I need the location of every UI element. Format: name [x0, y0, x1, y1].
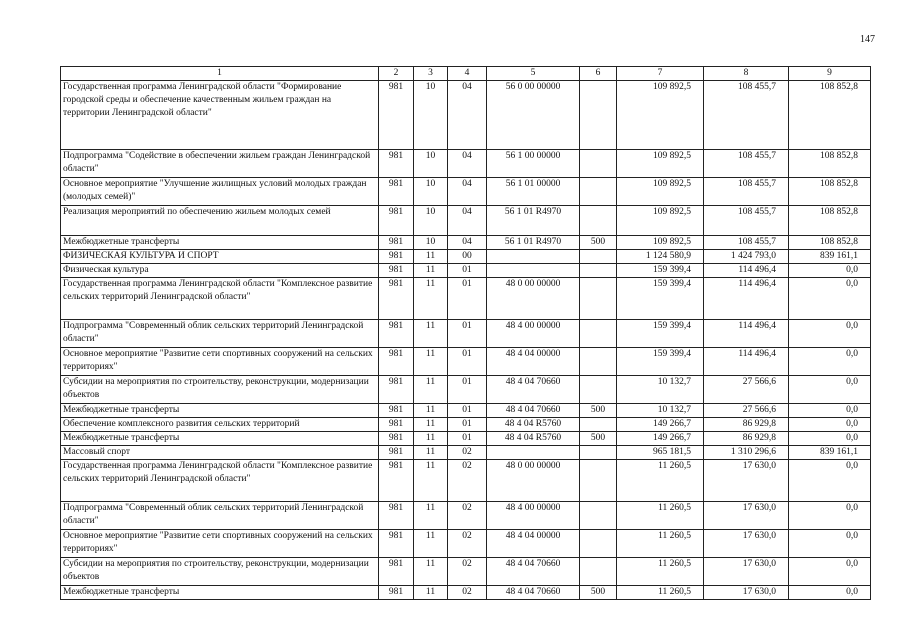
- expense-type-code: [580, 446, 617, 460]
- amount-year-1: 11 260,5: [617, 586, 704, 600]
- amount-year-2: 108 455,7: [704, 206, 789, 236]
- amount-year-2: 17 630,0: [704, 502, 789, 530]
- item-name: Массовый спорт: [61, 446, 379, 460]
- table-row: [61, 446, 871, 460]
- subsection-code: 01: [448, 264, 487, 278]
- item-name: ФИЗИЧЕСКАЯ КУЛЬТУРА И СПОРТ: [61, 250, 379, 264]
- subsection-code: 02: [448, 502, 487, 530]
- amount-year-2: 114 496,4: [704, 348, 789, 376]
- section-code: 11: [414, 404, 448, 418]
- table-row: [61, 178, 871, 206]
- subsection-code: 01: [448, 376, 487, 404]
- amount-year-3: 0,0: [789, 320, 871, 348]
- subsection-code: 04: [448, 206, 487, 236]
- section-code: 11: [414, 460, 448, 502]
- item-name: Подпрограмма "Содействие в обеспечении жильем граждан Ленинградской области": [61, 150, 379, 178]
- subsection-code: 02: [448, 558, 487, 586]
- target-article-code: 48 0 00 00000: [487, 278, 580, 320]
- ministry-code: 981: [379, 376, 414, 404]
- amount-year-3: 0,0: [789, 418, 871, 432]
- amount-year-3: 839 161,1: [789, 250, 871, 264]
- item-name: Межбюджетные трансферты: [61, 236, 379, 250]
- target-article-code: [487, 446, 580, 460]
- amount-year-1: 11 260,5: [617, 530, 704, 558]
- table-row: [61, 404, 871, 418]
- amount-year-2: 86 929,8: [704, 418, 789, 432]
- expense-type-code: 500: [580, 404, 617, 418]
- section-code: 11: [414, 502, 448, 530]
- subsection-code: 01: [448, 348, 487, 376]
- amount-year-1: 109 892,5: [617, 236, 704, 250]
- expense-type-code: [580, 418, 617, 432]
- item-name: Межбюджетные трансферты: [61, 432, 379, 446]
- section-code: 11: [414, 264, 448, 278]
- subsection-code: 04: [448, 178, 487, 206]
- amount-year-1: 11 260,5: [617, 460, 704, 502]
- subsection-code: 02: [448, 446, 487, 460]
- amount-year-3: 0,0: [789, 348, 871, 376]
- budget-table: [60, 66, 871, 600]
- subsection-code: 01: [448, 418, 487, 432]
- item-name: Обеспечение комплексного развития сельских территорий: [61, 418, 379, 432]
- section-code: 11: [414, 250, 448, 264]
- table-header-row: [61, 67, 871, 81]
- amount-year-1: 149 266,7: [617, 418, 704, 432]
- target-article-code: 48 4 04 R5760: [487, 432, 580, 446]
- amount-year-1: 109 892,5: [617, 178, 704, 206]
- expense-type-code: [580, 178, 617, 206]
- column-header: 8: [704, 67, 789, 81]
- column-header: 5: [487, 67, 580, 81]
- amount-year-1: 159 399,4: [617, 348, 704, 376]
- ministry-code: 981: [379, 432, 414, 446]
- amount-year-3: 0,0: [789, 460, 871, 502]
- amount-year-2: 108 455,7: [704, 236, 789, 250]
- column-header: 4: [448, 67, 487, 81]
- section-code: 10: [414, 236, 448, 250]
- subsection-code: 01: [448, 404, 487, 418]
- table-row: [61, 150, 871, 178]
- subsection-code: 04: [448, 236, 487, 250]
- table-row: [61, 418, 871, 432]
- ministry-code: 981: [379, 558, 414, 586]
- ministry-code: 981: [379, 530, 414, 558]
- target-article-code: 48 0 00 00000: [487, 460, 580, 502]
- amount-year-2: 86 929,8: [704, 432, 789, 446]
- amount-year-3: 108 852,8: [789, 178, 871, 206]
- column-header: 9: [789, 67, 871, 81]
- amount-year-1: 10 132,7: [617, 404, 704, 418]
- amount-year-2: 114 496,4: [704, 264, 789, 278]
- expense-type-code: [580, 558, 617, 586]
- expense-type-code: 500: [580, 586, 617, 600]
- amount-year-3: 0,0: [789, 530, 871, 558]
- subsection-code: 01: [448, 432, 487, 446]
- item-name: Государственная программа Ленинградской области "Комплексное развитие сельских территорий Ленинградской области": [61, 278, 379, 320]
- table-row: [61, 264, 871, 278]
- amount-year-2: 17 630,0: [704, 586, 789, 600]
- section-code: 10: [414, 81, 448, 150]
- subsection-code: 04: [448, 81, 487, 150]
- expense-type-code: [580, 320, 617, 348]
- amount-year-3: 108 852,8: [789, 81, 871, 150]
- table-row: [61, 320, 871, 348]
- target-article-code: 48 4 04 R5760: [487, 418, 580, 432]
- amount-year-1: 109 892,5: [617, 81, 704, 150]
- amount-year-2: 108 455,7: [704, 150, 789, 178]
- table-row: [61, 250, 871, 264]
- ministry-code: 981: [379, 404, 414, 418]
- expense-type-code: [580, 530, 617, 558]
- expense-type-code: [580, 81, 617, 150]
- amount-year-2: 17 630,0: [704, 530, 789, 558]
- subsection-code: 02: [448, 530, 487, 558]
- target-article-code: 56 1 01 R4970: [487, 206, 580, 236]
- ministry-code: 981: [379, 320, 414, 348]
- target-article-code: 48 4 00 00000: [487, 502, 580, 530]
- table-row: [61, 432, 871, 446]
- amount-year-2: 114 496,4: [704, 278, 789, 320]
- table-row: [61, 236, 871, 250]
- table-row: [61, 278, 871, 320]
- item-name: Субсидии на мероприятия по строительству, реконструкции, модернизации объектов: [61, 558, 379, 586]
- amount-year-1: 1 124 580,9: [617, 250, 704, 264]
- item-name: Основное мероприятие "Улучшение жилищных условий молодых граждан (молодых семей)": [61, 178, 379, 206]
- ministry-code: 981: [379, 264, 414, 278]
- column-header: 7: [617, 67, 704, 81]
- expense-type-code: [580, 264, 617, 278]
- subsection-code: 01: [448, 278, 487, 320]
- subsection-code: 01: [448, 320, 487, 348]
- table-row: [61, 376, 871, 404]
- ministry-code: 981: [379, 502, 414, 530]
- item-name: Подпрограмма "Современный облик сельских территорий Ленинградской области": [61, 320, 379, 348]
- subsection-code: 00: [448, 250, 487, 264]
- section-code: 10: [414, 206, 448, 236]
- target-article-code: 48 4 04 70660: [487, 558, 580, 586]
- ministry-code: 981: [379, 418, 414, 432]
- target-article-code: 48 4 04 70660: [487, 376, 580, 404]
- column-header: 2: [379, 67, 414, 81]
- target-article-code: 48 4 04 70660: [487, 404, 580, 418]
- item-name: Подпрограмма "Современный облик сельских территорий Ленинградской области": [61, 502, 379, 530]
- item-name: Физическая культура: [61, 264, 379, 278]
- amount-year-3: 0,0: [789, 278, 871, 320]
- ministry-code: 981: [379, 348, 414, 376]
- subsection-code: 04: [448, 150, 487, 178]
- amount-year-1: 11 260,5: [617, 502, 704, 530]
- item-name: Основное мероприятие "Развитие сети спортивных сооружений на сельских территориях": [61, 530, 379, 558]
- expense-type-code: [580, 206, 617, 236]
- amount-year-2: 1 310 296,6: [704, 446, 789, 460]
- amount-year-3: 0,0: [789, 264, 871, 278]
- table-row: [61, 348, 871, 376]
- target-article-code: 56 1 00 00000: [487, 150, 580, 178]
- amount-year-3: 108 852,8: [789, 236, 871, 250]
- target-article-code: 56 1 01 R4970: [487, 236, 580, 250]
- item-name: Реализация мероприятий по обеспечению жильем молодых семей: [61, 206, 379, 236]
- amount-year-3: 108 852,8: [789, 150, 871, 178]
- page-number: 147: [860, 34, 875, 45]
- amount-year-1: 109 892,5: [617, 206, 704, 236]
- amount-year-3: 0,0: [789, 376, 871, 404]
- section-code: 11: [414, 418, 448, 432]
- expense-type-code: [580, 348, 617, 376]
- target-article-code: [487, 250, 580, 264]
- table-row: [61, 530, 871, 558]
- section-code: 11: [414, 376, 448, 404]
- amount-year-2: 17 630,0: [704, 558, 789, 586]
- section-code: 10: [414, 178, 448, 206]
- amount-year-3: 0,0: [789, 586, 871, 600]
- ministry-code: 981: [379, 150, 414, 178]
- amount-year-3: 0,0: [789, 404, 871, 418]
- amount-year-3: 108 852,8: [789, 206, 871, 236]
- expense-type-code: 500: [580, 236, 617, 250]
- expense-type-code: [580, 460, 617, 502]
- item-name: Государственная программа Ленинградской области "Формирование городской среды и обеспечение качественным жильем граждан на территории Ленинградской области": [61, 81, 379, 150]
- amount-year-2: 17 630,0: [704, 460, 789, 502]
- amount-year-1: 109 892,5: [617, 150, 704, 178]
- column-header: 6: [580, 67, 617, 81]
- amount-year-3: 0,0: [789, 432, 871, 446]
- amount-year-1: 159 399,4: [617, 278, 704, 320]
- ministry-code: 981: [379, 586, 414, 600]
- subsection-code: 02: [448, 460, 487, 502]
- table-row: [61, 206, 871, 236]
- item-name: Субсидии на мероприятия по строительству, реконструкции, модернизации объектов: [61, 376, 379, 404]
- item-name: Межбюджетные трансферты: [61, 586, 379, 600]
- target-article-code: 48 4 00 00000: [487, 320, 580, 348]
- amount-year-2: 114 496,4: [704, 320, 789, 348]
- amount-year-2: 108 455,7: [704, 81, 789, 150]
- amount-year-1: 11 260,5: [617, 558, 704, 586]
- section-code: 11: [414, 278, 448, 320]
- section-code: 11: [414, 530, 448, 558]
- table-row: [61, 502, 871, 530]
- expense-type-code: [580, 502, 617, 530]
- ministry-code: 981: [379, 278, 414, 320]
- expense-type-code: [580, 150, 617, 178]
- amount-year-3: 839 161,1: [789, 446, 871, 460]
- section-code: 10: [414, 150, 448, 178]
- ministry-code: 981: [379, 446, 414, 460]
- amount-year-1: 159 399,4: [617, 264, 704, 278]
- amount-year-2: 108 455,7: [704, 178, 789, 206]
- amount-year-1: 965 181,5: [617, 446, 704, 460]
- target-article-code: 48 4 04 70660: [487, 586, 580, 600]
- section-code: 11: [414, 320, 448, 348]
- table-row: [61, 460, 871, 502]
- amount-year-2: 1 424 793,0: [704, 250, 789, 264]
- section-code: 11: [414, 558, 448, 586]
- target-article-code: 56 0 00 00000: [487, 81, 580, 150]
- expense-type-code: [580, 376, 617, 404]
- ministry-code: 981: [379, 206, 414, 236]
- item-name: Государственная программа Ленинградской области "Комплексное развитие сельских территорий Ленинградской области": [61, 460, 379, 502]
- item-name: Основное мероприятие "Развитие сети спортивных сооружений на сельских территориях": [61, 348, 379, 376]
- target-article-code: 56 1 01 00000: [487, 178, 580, 206]
- amount-year-3: 0,0: [789, 558, 871, 586]
- table-row: [61, 81, 871, 150]
- ministry-code: 981: [379, 178, 414, 206]
- target-article-code: 48 4 04 00000: [487, 530, 580, 558]
- column-header: 1: [61, 67, 379, 81]
- section-code: 11: [414, 586, 448, 600]
- ministry-code: 981: [379, 81, 414, 150]
- amount-year-2: 27 566,6: [704, 404, 789, 418]
- target-article-code: [487, 264, 580, 278]
- column-header: 3: [414, 67, 448, 81]
- amount-year-1: 10 132,7: [617, 376, 704, 404]
- section-code: 11: [414, 348, 448, 376]
- section-code: 11: [414, 432, 448, 446]
- ministry-code: 981: [379, 460, 414, 502]
- subsection-code: 02: [448, 586, 487, 600]
- expense-type-code: [580, 250, 617, 264]
- table-row: [61, 586, 871, 600]
- section-code: 11: [414, 446, 448, 460]
- ministry-code: 981: [379, 236, 414, 250]
- amount-year-1: 149 266,7: [617, 432, 704, 446]
- item-name: Межбюджетные трансферты: [61, 404, 379, 418]
- amount-year-3: 0,0: [789, 502, 871, 530]
- expense-type-code: 500: [580, 432, 617, 446]
- target-article-code: 48 4 04 00000: [487, 348, 580, 376]
- ministry-code: 981: [379, 250, 414, 264]
- expense-type-code: [580, 278, 617, 320]
- amount-year-2: 27 566,6: [704, 376, 789, 404]
- amount-year-1: 159 399,4: [617, 320, 704, 348]
- table-row: [61, 558, 871, 586]
